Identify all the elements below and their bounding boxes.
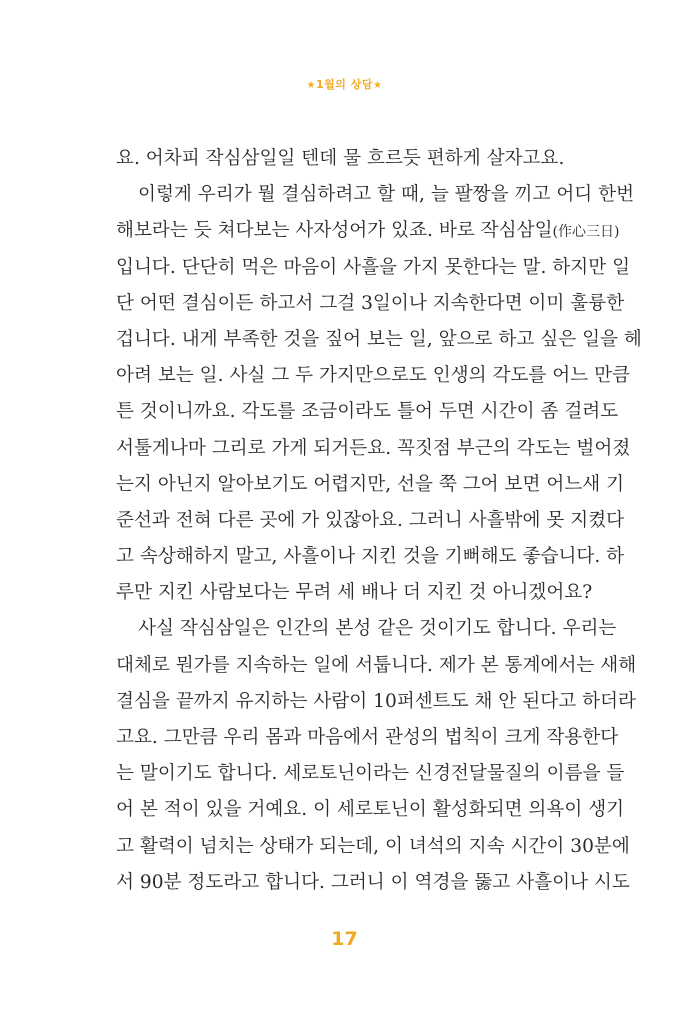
text-line: 요. 어차피 작심삼일일 텐데 물 흐르듯 편하게 살자고요. [116,148,565,169]
star-right-icon: ★ [373,80,383,91]
chapter-title: 1월의 상담 [316,78,373,91]
body-text [116,141,642,901]
text-line: 고 활력이 넘치는 상태가 되는데, 이 녀석의 지속 시간이 30분에 [116,835,630,857]
text-line: 루만 지킨 사람보다는 무려 세 배나 더 지킨 것 아니겠어요? [116,582,593,604]
text-line: 고 속상해하지 말고, 사흘이나 지킨 것을 기뻐해도 좋습니다. 하 [116,546,625,568]
text-line: 결심을 끝까지 유지하는 사람이 10퍼센트도 채 안 된다고 하더라 [116,690,636,712]
text-line: 이렇게 우리가 뭘 결심하려고 할 때, 늘 팔짱을 끼고 어디 한번 [138,184,635,206]
text-line: 겁니다. 내게 부족한 것을 짚어 보는 일, 앞으로 하고 싶은 일을 헤 [116,328,642,350]
text-line: 어 본 적이 있을 거예요. 이 세로토닌이 활성화되면 의욕이 생기 [116,799,625,821]
text-segment: 해보라는 듯 쳐다보는 사자성어가 있죠. 바로 작심삼일 [116,220,553,242]
text-line: 고요. 그만큼 우리 몸과 마음에서 관성의 법칙이 크게 작용한다 [116,727,619,748]
text-line: 튼 것이니까요. 각도를 조금이라도 틀어 두면 시간이 좀 걸려도 [116,401,619,423]
running-header [0,76,689,92]
text-line: 사실 작심삼일은 인간의 본성 같은 것이기도 합니다. 우리는 [138,618,617,640]
text-line: 아려 보는 일. 사실 그 두 가지만으로도 인생의 각도를 어느 만큼 [116,365,631,387]
star-left-icon: ★ [306,80,316,91]
page-number: 17 [331,928,358,950]
text-line: 서툴게나마 그리로 가게 되거든요. 꼭짓점 부근의 각도는 벌어졌 [116,437,631,459]
text-line: 서 90분 정도라고 합니다. 그러니 이 역경을 뚫고 사흘이나 시도 [116,871,630,893]
text-line: 는 말이기도 합니다. 세로토닌이라는 신경전달물질의 이름을 들 [116,763,625,785]
text-line: 는지 아닌지 알아보기도 어렵지만, 선을 쭉 그어 보면 어느새 기 [116,473,625,495]
text-line: 단 어떤 결심이든 하고서 그걸 3일이나 지속한다면 이미 훌륭한 [116,292,625,314]
text-line: 입니다. 단단히 먹은 마음이 사흘을 가지 못한다는 말. 하지만 일 [116,256,631,278]
text-line: 대체로 뭔가를 지속하는 일에 서툽니다. 제가 본 통계에서는 새해 [116,654,637,676]
text-line [116,213,620,249]
text-line: 준선과 전혀 다른 곳에 가 있잖아요. 그러니 사흘밖에 못 지켰다 [116,509,625,531]
hanja-annotation: (作心三日) [552,224,620,241]
